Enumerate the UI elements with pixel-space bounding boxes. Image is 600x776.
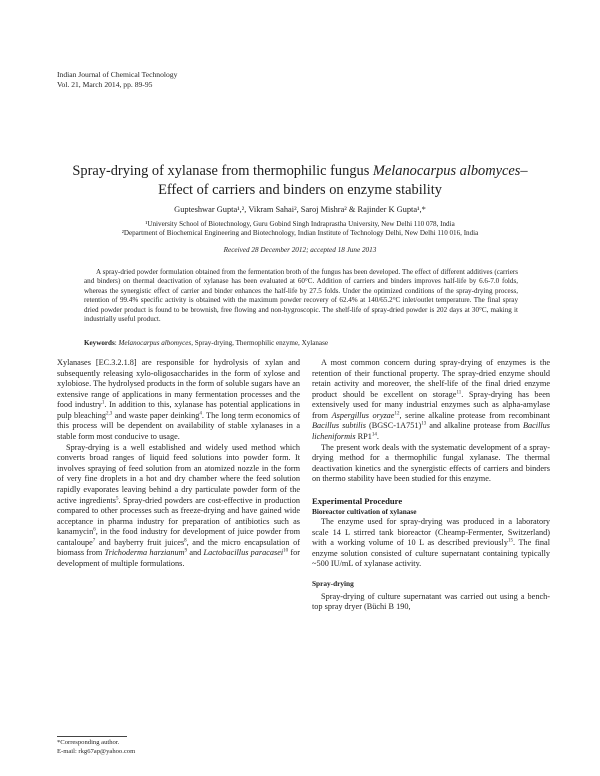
intro-paragraph-2: Spray-drying is a well established and widely used method which converts broad ranges of liquid feed solutions into powder form. It involves spraying of feed solution from an atomized nozzle in the form of very fine droplets in a hot and dry chamber where the feed solution rapidly evaporates leaving behind a dry particulate powder form of the active ingredients$^5$. Spray-dried powders are cost-effective in production compared to other processes such as freeze-drying and have gained wide acceptance in pharma industry for preparation of antibiotics such as kanamycin$^6$, in the food industry for development of juice powder from cantaloupe$^7$ and bayberry fruit juices$^8$, and the micro encapsulation of biomass from Trichoderma harzianum$^9$ and Lactobacillus paracasei$^{10}$ for development of multiple formulations. [57,442,300,568]
title-line1-end: – [520,163,528,179]
author-list: Gupteshwar Gupta¹,², Vikram Sahai², Saroj Mishra² & Rajinder K Gupta¹,* [174,205,426,214]
section-heading: Experimental Procedure [312,495,403,506]
subsection-heading-bioreactor: Bioreactor cultivation of xylanase [312,506,417,516]
affiliation-2: ²Department of Biochemical Engineering and Biotechnology, Indian Institute of Technology Delhi, New Delhi 110 016, India [121,229,479,238]
subsection-heading-spray-drying: Spray-drying [312,578,354,588]
journal-volume: Vol. 21, March 2014, pp. 89-95 [57,80,153,89]
paper-title [40,162,560,199]
right-column [312,358,550,613]
footnote-email: E-mail: rkg67ap@yahoo.com [57,747,136,755]
journal-name: Indian Journal of Chemical Technology [57,70,178,79]
keywords-rest: , Spray-drying, Thermophilic enzyme, Xylanase [191,339,328,347]
journal-header [57,70,177,90]
affiliations [40,220,560,238]
footnote-corresponding: *Corresponding author. [57,739,120,746]
intro-paragraph-3: A most common concern during spray-drying of enzymes is the retention of their functional property. The spray-dried enzyme should retain activity and moreover, the shelf-life of the final dried enzyme product should be excellent on storage$^{11}$. Spray-drying has been extensively used for many industrial enzymes such as alpha-amylase from Aspergillus oryzae$^{12}$, serine alkaline protease from recombinant Bacillus subtilis (BGSC-1A751)$^{13}$ and alkaline protease from Bacillus licheniformis $RP1^{14}$. [312,358,550,442]
title-line2: Effect of carriers and binders on enzyme stability [158,181,442,198]
left-column [57,358,300,570]
footnote [57,739,135,756]
abstract: A spray-dried powder formulation obtained from the fermentation broth of the fungus has been developed. The effect of different additives (carriers and binders) on thermal deactivation of xylanase has been evaluated at 60°C. Addition of carriers and binders improves half-life by 6.6-7.0 folds, whereas the synergistic effect of carrier and binder enhances the half-life by 27.5 folds. Under the optimized conditions of the spray-drying process, retention of 99.4% specific activity is obtained with the maximum powder recovery of 62.4% at 140/65.2°C inlet/outlet temperature. The final spray dried powder product is found to be brownish, free flowing and non-hygroscopic. The shelf-life of spray-dried powder is 202 days at 30°C, making it industrially useful product. [84,268,518,324]
affiliation-1: ¹University School of Biotechnology, Guru Gobind Singh Indraprastha University, New Delhi 110 078, India [145,220,455,228]
methods-paragraph-1: The enzyme used for spray-drying was produced in a laboratory scale 14 L stirred tank bioreactor (Cheamp-Fermenter, Switzerland) with a working volume of 10 L as described previously$^{15}$. The final enzyme solution consisted of culture supernatant containing typically ~500 IU/mL of xylanase activity. [312,517,550,569]
intro-paragraph-4: The present work deals with the systematic development of a spray-drying method for a thermophilic fungal xylanase. The thermal deactivation kinetics and the synergistic effects of carriers and binders on thermo stability have been studied for this enzyme. [312,442,550,484]
title-line1-start: Spray-drying of xylanase from thermophilic fungus [72,163,373,179]
received-dates: Received 28 December 2012; accepted 18 June 2013 [223,246,377,254]
title-species: Melanocarpus albomyces [372,163,521,179]
keywords: Keywords: Melanocarpus albomyces, Spray-drying, Thermophilic enzyme, Xylanase [84,339,328,347]
keywords-label: Keywords [84,339,115,347]
methods-paragraph-2: Spray-drying of culture supernatant was carried out using a bench-top spray dryer (Büchi B 190, [312,591,550,612]
footnote-divider [57,736,127,737]
keywords-species: Melanocarpus albomyces [118,339,192,347]
intro-paragraph-1: Xylanases [EC.3.2.1.8] are responsible for hydrolysis of xylan and subsequently releasing xylo-oligosaccharides in the form of xylose and xylobiose. The hydrolysed products in the form of soluble sugars have an extensive range of applications in many fermentation processes and the food industry$^1$. In addition to this, xylanase has potential applications in pulp bleaching$^{2,3}$ and waste paper deinking$^4$. The long term economics of this process will be dependent on availability of stable xylanases in a stable form most conducive to usage. [57,358,300,442]
